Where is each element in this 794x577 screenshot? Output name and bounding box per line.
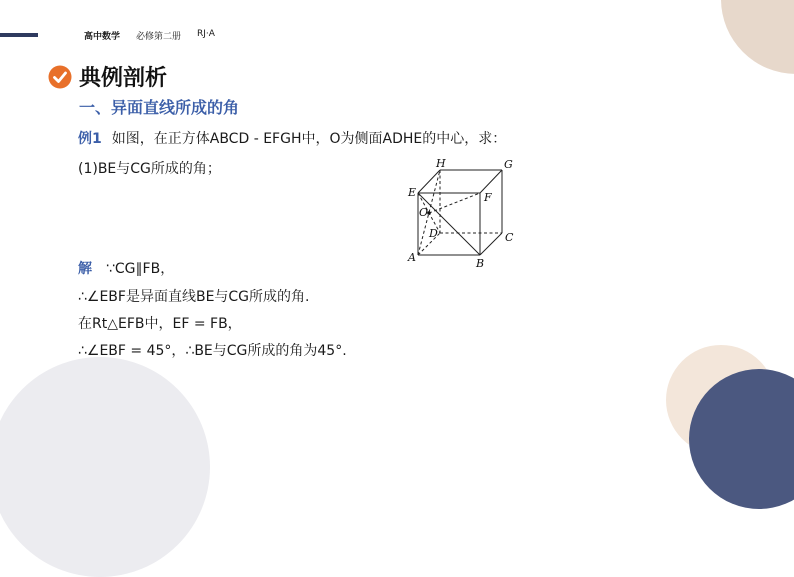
edge-fg [480, 170, 502, 193]
solution-step-0: ∵CG∥FB， [106, 261, 175, 277]
label-b: B [476, 257, 485, 270]
section-title: 典例剖析 [79, 66, 168, 91]
label-e: E [408, 186, 417, 199]
decorative-circle-bottom-left [0, 357, 210, 577]
cube-figure [400, 155, 530, 275]
label-c: C [505, 231, 514, 244]
decorative-circle-top-right [721, 0, 794, 74]
solution-step-2: 在Rt△EFB中，EF = FB， [78, 316, 242, 332]
solution-step-3: ∴∠EBF = 45°，∴BE与CG所成的角为45°. [78, 343, 347, 359]
solution-line [78, 258, 174, 278]
solution-step-1: ∴∠EBF是异面直线BE与CG所成的角. [78, 289, 310, 305]
question-text: (1)BE与CG所成的角； [78, 161, 221, 177]
check-icon [48, 65, 72, 89]
subsection-title: 一、异面直线所成的角 [79, 98, 240, 117]
label-a: A [408, 251, 416, 264]
label-g: G [504, 158, 513, 171]
label-h: H [436, 157, 446, 170]
header-edition: RJ·A [197, 29, 215, 39]
example-line [78, 128, 506, 148]
label-f: F [484, 191, 492, 204]
edge-eh [418, 170, 440, 193]
example-label: 例1 [78, 131, 102, 147]
header-subject: 高中数学 [84, 32, 121, 42]
segment-of-hidden [429, 193, 480, 213]
solution-label: 解 [78, 261, 92, 277]
label-d: D [429, 227, 438, 240]
label-o: O [419, 206, 429, 219]
edge-bc [480, 233, 502, 255]
header-book: 必修第二册 [136, 32, 182, 42]
example-text: 如图，在正方体ABCD - EFGH中，O为侧面ADHE的中心，求： [111, 131, 507, 147]
header-accent-bar [0, 33, 38, 37]
